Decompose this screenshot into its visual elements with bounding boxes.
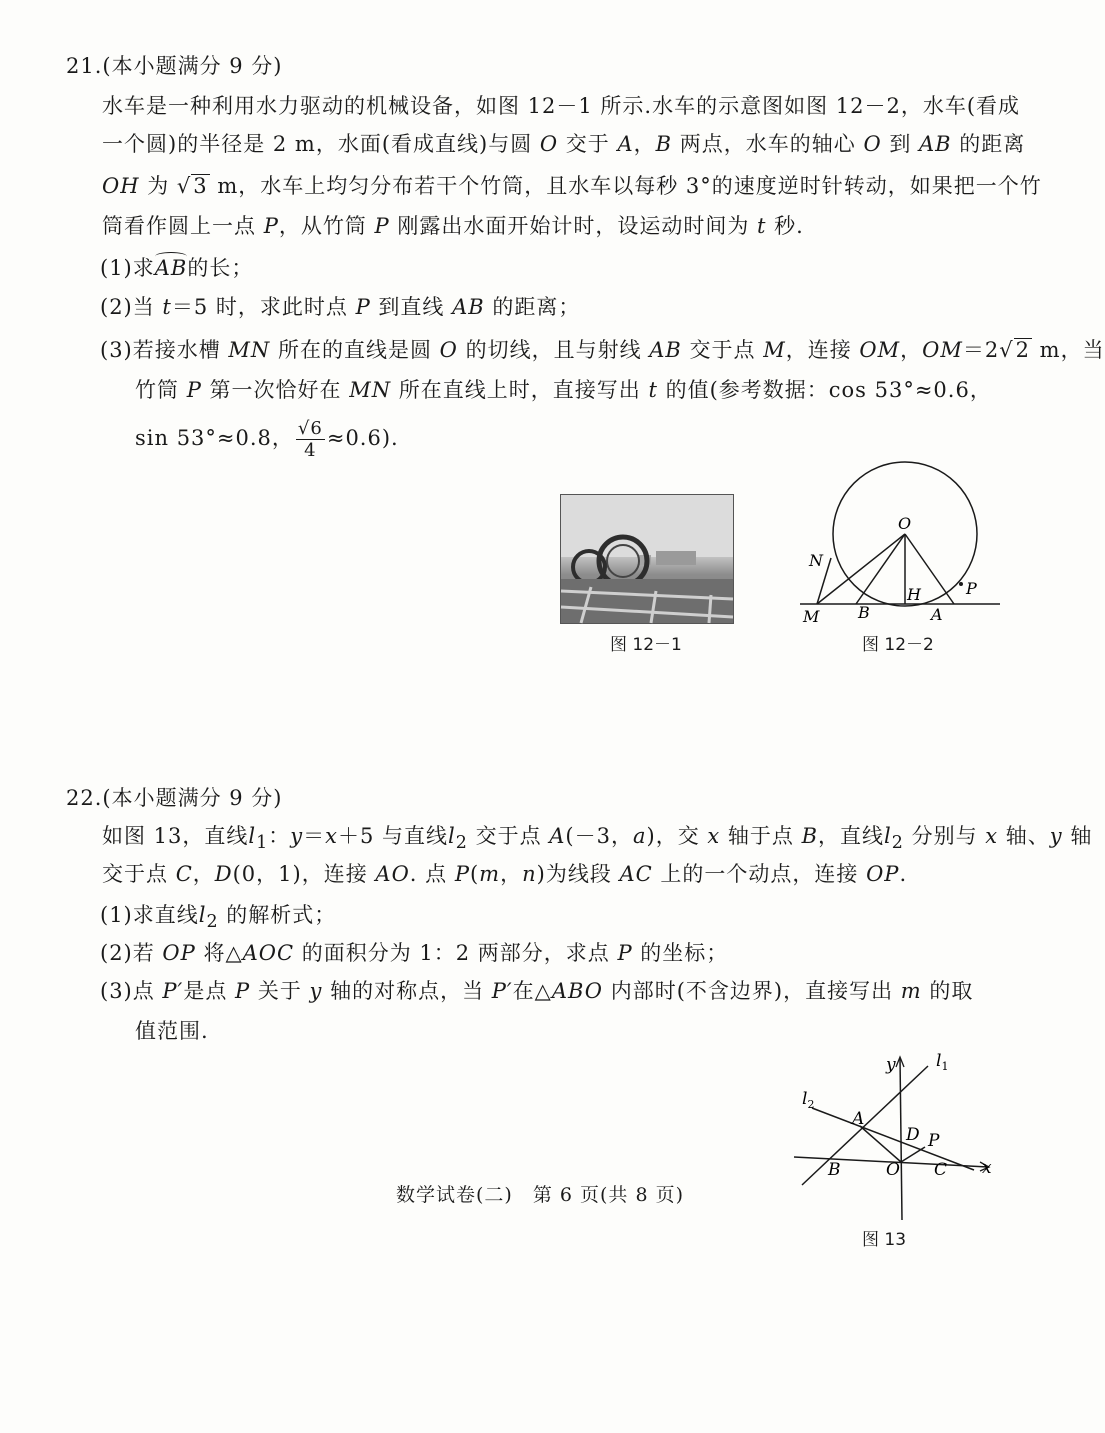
label-l2: $l_2$ [802,1089,815,1111]
q22-line-1: 如图 13，直线$l_1$：y＝x＋5 与直线$l_2$ 交于点 A(－3，a)，交 x 轴于点 B，直线$l_2$ 分别与 x 轴、y 轴 [102,824,1093,854]
q21-part-2: (2)当 t＝5 时，求此时点 P 到直线 AB 的距离； [100,295,581,319]
label-a: A [931,605,943,624]
q21-part-3-cont: 竹筒 P 第一次恰好在 MN 所在直线上时，直接写出 t 的值(参考数据：cos 53°≈0.6， [135,378,992,402]
label-l1: $l_1$ [936,1051,949,1073]
q21-part-3: (3)若接水槽 MN 所在的直线是圆 O 的切线，且与射线 AB 交于点 M，连接 OM，OM＝2√2 m，当 [100,338,1105,362]
segment-ao [860,1126,901,1162]
q22-heading: 22.(本小题满分 9 分) [66,786,283,810]
water-wheel-photo [560,494,734,624]
q21-heading: 21.(本小题满分 9 分) [66,54,283,78]
figure-12-2-diagram [795,486,1005,626]
label-b: B [828,1160,841,1180]
label-p: P [928,1131,940,1151]
segment-ob [856,534,905,604]
label-m: M [803,607,820,626]
q21-line-3: OH 为 √3 m，水车上均匀分布若干个竹筒，且水车以每秒 3°的速度逆时针转动，如果把一个竹 [102,174,1042,198]
sqrt6-over-4-fraction: $\frac{√6}{4}$ [297,418,323,461]
label-p: P [966,579,977,598]
label-c: C [934,1160,948,1180]
label-o: O [886,1160,900,1180]
label-a: A [852,1109,865,1129]
label-n: N [809,551,823,570]
q21-line-2: 一个圆)的半径是 2 m，水面(看成直线)与圆 O 交于 A，B 两点，水车的轴心 O 到 AB 的距离 [102,132,1026,156]
q21-part-1: (1)求AB的长； [100,256,254,280]
q21-line-1: 水车是一种利用水力驱动的机械设备，如图 12－1 所示.水车的示意图如图 12－2，水车(看成 [102,94,1021,118]
figure-12-1-caption: 图 12－1 [610,635,682,655]
segment-om [817,534,905,604]
segment-op [901,1147,925,1162]
q21-reference-data: sin 53°≈0.8， $\frac{√6}{4}$ ≈0.6). [135,418,399,461]
q22-part-3: (3)点 P′是点 P 关于 y 轴的对称点，当 P′在△ABO 内部时(不含边界)，直接写出 m 的取 [100,979,974,1003]
label-h: H [907,585,921,604]
figure-12-2-caption: 图 12－2 [862,635,934,655]
figure-13-caption: 图 13 [862,1230,907,1250]
label-b: B [858,603,870,622]
q22-part-3-cont: 值范围. [135,1019,209,1043]
q21-line-4: 筒看作圆上一点 P，从竹筒 P 刚露出水面开始计时，设运动时间为 t 秒. [102,214,804,238]
label-x: x [982,1158,992,1178]
label-o: O [898,514,912,533]
page-footer: 数学试卷(二) 第 6 页(共 8 页) [396,1184,684,1206]
q22-part-1: (1)求直线$l_2$ 的解析式； [100,903,337,933]
water-wheel-photo-drawing [561,495,733,623]
label-d: D [906,1125,920,1145]
label-y: y [886,1055,896,1075]
q22-line-2: 交于点 C，D(0，1)，连接 AO. 点 P(m，n)为线段 AC 上的一个动点，连接 OP. [102,862,908,886]
point-p [959,582,963,586]
q22-part-2: (2)若 OP 将△AOC 的面积分为 1：2 两部分，求点 P 的坐标； [100,941,729,965]
